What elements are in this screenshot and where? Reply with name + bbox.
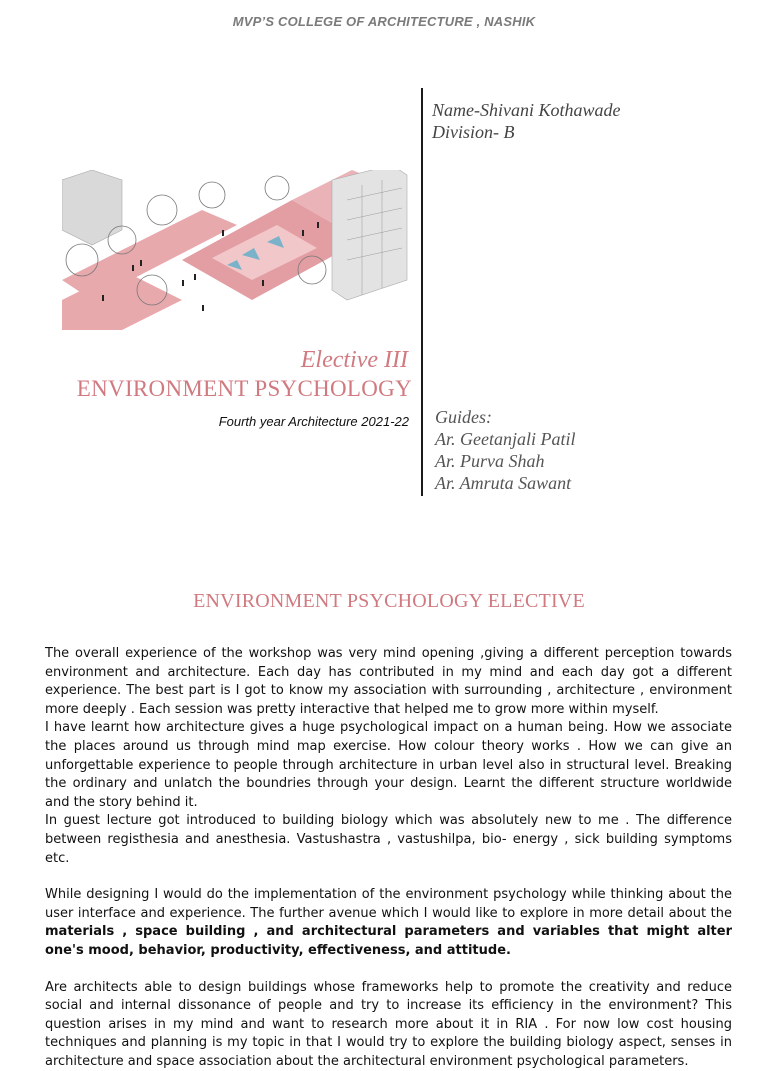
paragraph [45, 886, 732, 960]
guides-heading: Guides: [435, 406, 575, 428]
section-heading: ENVIRONMENT PSYCHOLOGY ELECTIVE [0, 590, 768, 613]
guide-name: Ar. Purva Shah [435, 450, 575, 472]
paragraph-text: While designing I would do the implementation of the environment psychology while thinking about the user interface and experience. The further avenue which I would like to explore in more detail about the [45, 887, 732, 921]
essay-body [45, 645, 732, 1071]
college-header: MVP’S COLLEGE OF ARCHITECTURE , NASHIK [0, 14, 768, 29]
guide-name: Ar. Geetanjali Patil [435, 428, 575, 450]
student-division: Division- B [432, 121, 620, 143]
paragraph: In guest lecture got introduced to building biology which was absolutely new to me . The difference between registhesia and anesthesia. Vastushastra , vastushilpa, bio- energy , sick building symptoms etc. [45, 812, 732, 868]
elective-title: ENVIRONMENT PSYCHOLOGY [77, 376, 412, 402]
isometric-street-illustration [62, 170, 412, 338]
paragraph: Are architects able to design buildings whose frameworks help to promote the creativity and reduce social and internal dissonance of people and try to increase its efficiency in the environment? This question arises in my mind and want to research more about it in RIA . For now low cost housing techniques and planning is my topic in that I would try to explore the building biology aspect, senses in architecture and space association about the architectural environment psychological parameters. [45, 979, 732, 1071]
paragraph: I have learnt how architecture gives a huge psychological impact on a human being. How we associate the places around us through mind map exercise. How colour theory works . How we can give an unforgettable experience to people through architecture in urban level also in structural level. Breaking the ordinary and unlatch the boundries through your design. Learnt the different structure worldwide and the story behind it. [45, 719, 732, 812]
student-name: Name-Shivani Kothawade [432, 99, 620, 121]
course-subtitle: Fourth year Architecture 2021-22 [219, 414, 409, 429]
elective-number: Elective III [301, 347, 408, 374]
guides-block [435, 406, 575, 494]
vertical-divider [421, 88, 423, 496]
student-info [432, 99, 620, 143]
paragraph-bold-text: materials , space building , and architectural parameters and variables that might alter one's mood, behavior, productivity, effectiveness, and attitude. [45, 924, 732, 958]
paragraph: The overall experience of the workshop was very mind opening ,giving a different perception towards environment and architecture. Each day has contributed in my mind and each day got a different experience. The best part is I got to know my association with surrounding , architecture , environment more deeply . Each session was pretty interactive that helped me to grow more within myself. [45, 645, 732, 719]
guide-name: Ar. Amruta Sawant [435, 472, 575, 494]
